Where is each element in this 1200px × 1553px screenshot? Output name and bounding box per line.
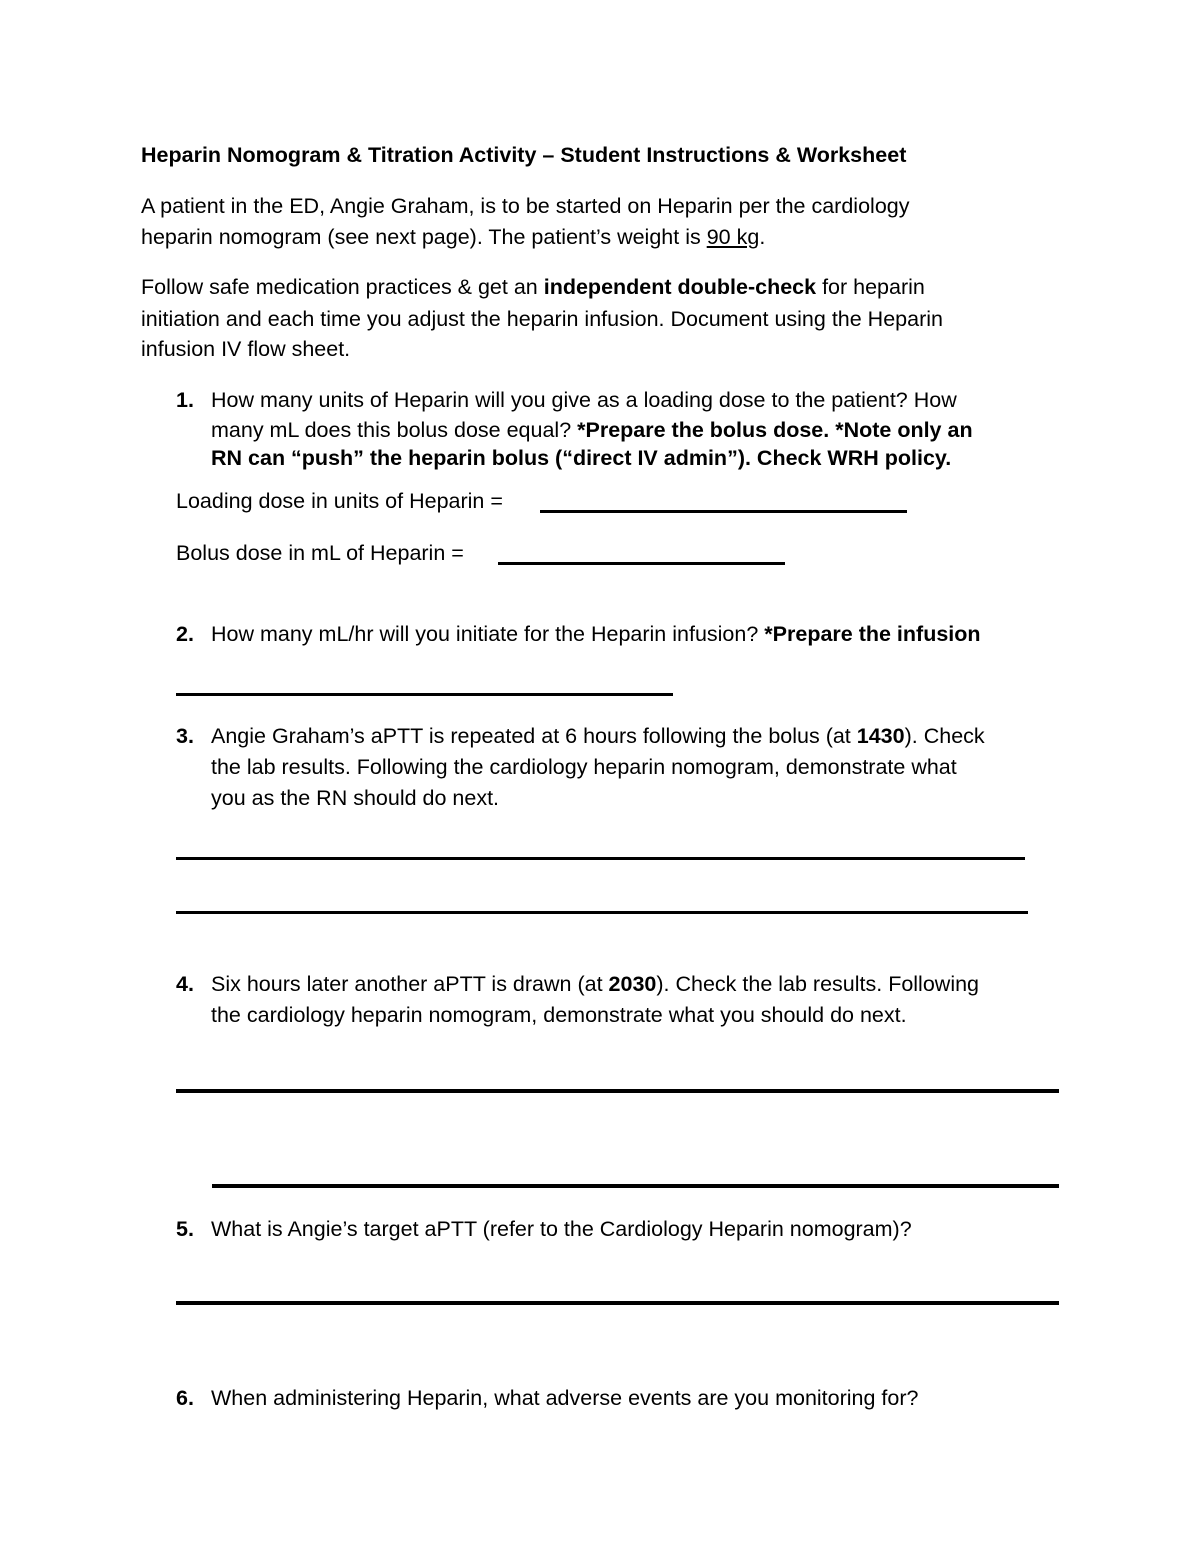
intro-end: . xyxy=(759,225,766,249)
intro-text: heparin nomogram (see next page). The patient’s weight is xyxy=(141,225,707,249)
intro-line-2 xyxy=(141,222,765,253)
question-4-line-1 xyxy=(211,969,979,1000)
safety-line-3: infusion IV flow sheet. xyxy=(141,337,351,361)
question-4-answer-line-1[interactable] xyxy=(176,1089,1059,1093)
question-4-number: 4. xyxy=(176,972,194,996)
safety-text-a: Follow safe medication practices & get an xyxy=(141,275,544,299)
question-2-note: *Prepare the infusion xyxy=(764,622,981,646)
safety-line-2: initiation and each time you adjust the heparin infusion. Document using the Heparin xyxy=(141,307,943,331)
question-3-answer-line-2[interactable] xyxy=(176,911,1028,914)
safety-text-b: for heparin xyxy=(816,275,925,299)
safety-line-1 xyxy=(141,272,925,303)
question-3-line-2: the lab results. Following the cardiology heparin nomogram, demonstrate what xyxy=(211,755,957,779)
question-3-line-3: you as the RN should do next. xyxy=(211,786,500,810)
question-4-time: 2030 xyxy=(608,972,657,996)
question-6-number: 6. xyxy=(176,1386,194,1410)
question-1-note: *Prepare the bolus dose. *Note only an xyxy=(577,418,973,442)
question-5-text: What is Angie’s target aPTT (refer to the Cardiology Heparin nomogram)? xyxy=(211,1217,912,1241)
safety-emphasis: independent double-check xyxy=(543,275,817,299)
intro-line-1: A patient in the ED, Angie Graham, is to be started on Heparin per the cardiology xyxy=(141,194,910,218)
question-3-line-1 xyxy=(211,721,985,752)
question-1-number: 1. xyxy=(176,388,194,412)
question-3-text-b: ). Check xyxy=(904,724,985,748)
question-2-number: 2. xyxy=(176,622,194,646)
question-3-text-a: Angie Graham’s aPTT is repeated at 6 hours following the bolus (at xyxy=(211,724,857,748)
loading-dose-label: Loading dose in units of Heparin = xyxy=(176,489,503,513)
question-4-answer-line-2[interactable] xyxy=(212,1184,1059,1188)
question-1-text: many mL does this bolus dose equal? xyxy=(211,418,578,442)
question-4-text-a: Six hours later another aPTT is drawn (at xyxy=(211,972,609,996)
loading-dose-answer-line[interactable] xyxy=(540,510,907,513)
page-title: Heparin Nomogram & Titration Activity – Student Instructions & Worksheet xyxy=(141,143,907,167)
patient-weight: 90 kg xyxy=(706,225,760,249)
question-6-text: When administering Heparin, what adverse events are you monitoring for? xyxy=(211,1386,919,1410)
question-3-number: 3. xyxy=(176,724,194,748)
question-4-text-b: ). Check the lab results. Following xyxy=(656,972,980,996)
question-2-text xyxy=(211,619,981,650)
question-2-answer-line[interactable] xyxy=(176,693,673,696)
question-4-line-2: the cardiology heparin nomogram, demonstrate what you should do next. xyxy=(211,1003,907,1027)
question-1-line-1: How many units of Heparin will you give as a loading dose to the patient? How xyxy=(211,388,957,412)
question-1-line-2 xyxy=(211,415,973,446)
question-5-number: 5. xyxy=(176,1217,194,1241)
question-5-answer-line[interactable] xyxy=(176,1301,1059,1305)
bolus-dose-label: Bolus dose in mL of Heparin = xyxy=(176,541,464,565)
question-1-line-3: RN can “push” the heparin bolus (“direct IV admin”). Check WRH policy. xyxy=(211,446,952,470)
question-3-time: 1430 xyxy=(856,724,905,748)
question-2-question: How many mL/hr will you initiate for the Heparin infusion? xyxy=(211,622,765,646)
question-3-answer-line-1[interactable] xyxy=(176,857,1025,860)
bolus-dose-answer-line[interactable] xyxy=(498,562,785,565)
